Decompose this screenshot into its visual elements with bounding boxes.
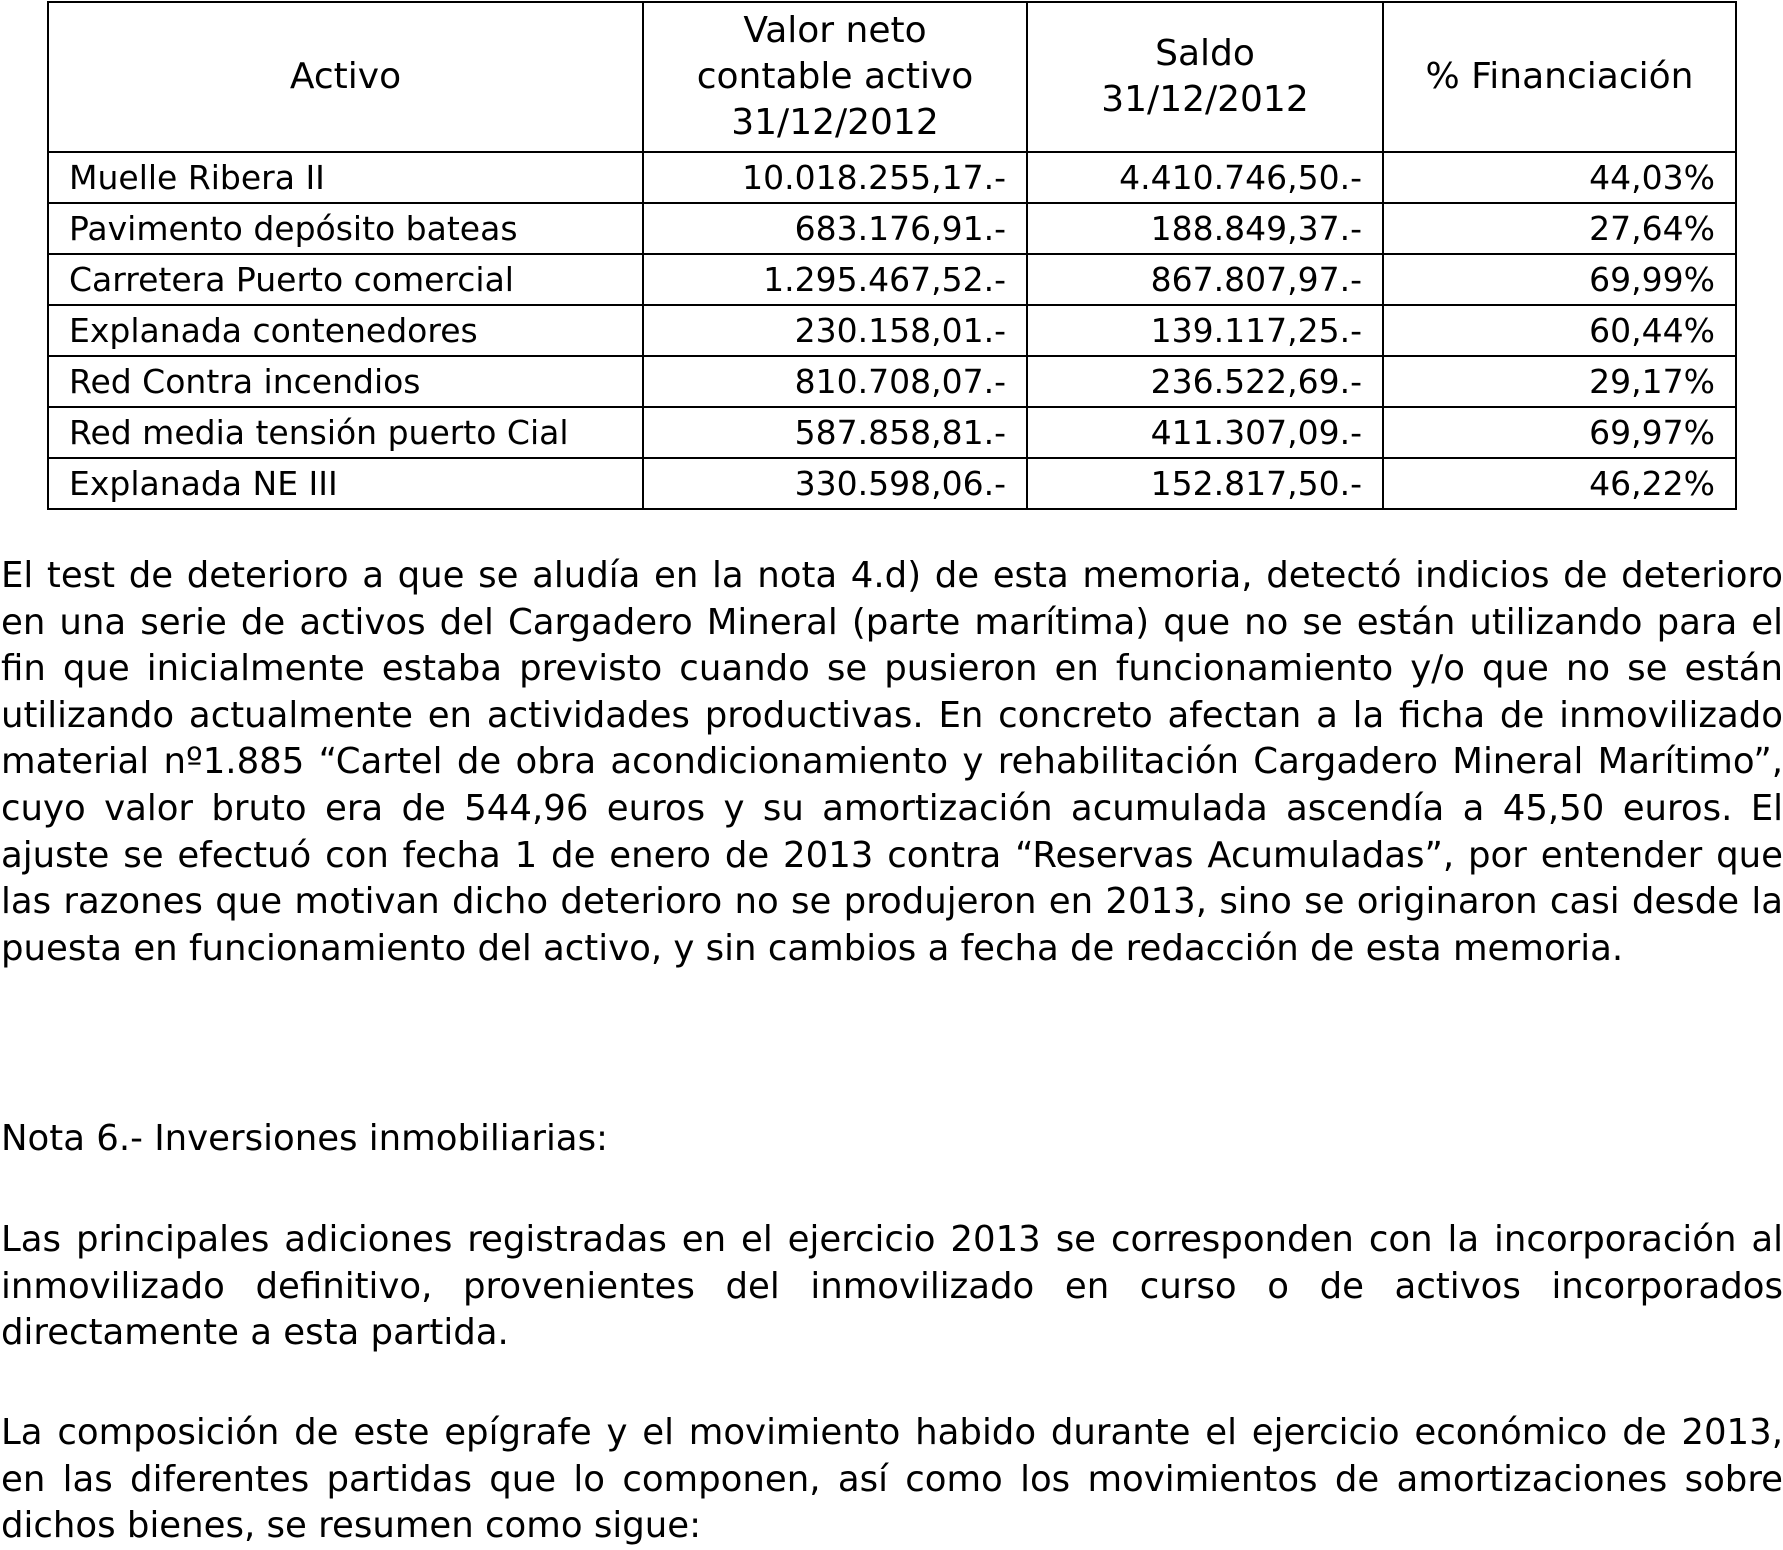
table-row [48,305,1736,356]
heading-nota-6: Nota 6.- Inversiones inmobiliarias: [1,1118,609,1159]
table-row [48,458,1736,509]
cell-saldo: 152.817,50.- [1027,458,1383,509]
cell-saldo: 139.117,25.- [1027,305,1383,356]
table-body [48,152,1736,509]
paragraph-adiciones: Las principales adiciones registradas en el ejercicio 2013 se corresponden con la incorporación al inmovilizado definitivo, provenientes del inmovilizado en curso o de activos incorporados directamente a esta partida. [1,1219,1783,1354]
cell-saldo: 188.849,37.- [1027,203,1383,254]
cell-financiacion: 60,44% [1383,305,1736,356]
cell-valor-neto: 330.598,06.- [643,458,1027,509]
cell-saldo: 411.307,09.- [1027,407,1383,458]
cell-activo: Pavimento depósito bateas [48,203,643,254]
cell-valor-neto: 1.295.467,52.- [643,254,1027,305]
cell-financiacion: 29,17% [1383,356,1736,407]
cell-activo: Muelle Ribera II [48,152,643,203]
cell-valor-neto: 230.158,01.- [643,305,1027,356]
header-valor-neto: Valor neto contable activo 31/12/2012 [643,2,1027,152]
header-activo: Activo [48,2,643,152]
cell-saldo: 236.522,69.- [1027,356,1383,407]
header-saldo: Saldo 31/12/2012 [1027,2,1383,152]
paragraph-deterioro: El test de deterioro a que se aludía en la nota 4.d) de esta memoria, detectó indicios de deterioro en una serie de activos del Cargadero Mineral (parte marítima) que no se están utilizando para el fin que inicialmente estaba previsto cuando se pusieron en funcionamiento y/o que no se están utilizando actualmente en actividades productivas. En concreto afectan a la ficha de inmovilizado material nº1.885 “Cartel de obra acondicionamiento y rehabilitación Cargadero Mineral Marítimo”, cuyo valor bruto era de 544,96 euros y su amortización acumulada ascendía a 45,50 euros. El ajuste se efectuó con fecha 1 de enero de 2013 contra “Reservas Acumuladas”, por entender que las razones que motivan dicho deterioro no se produjeron en 2013, sino se originaron casi desde la puesta en funcionamiento del activo, y sin cambios a fecha de redacción de esta memoria. [1,555,1783,969]
cell-activo: Explanada NE III [48,458,643,509]
cell-activo: Red Contra incendios [48,356,643,407]
cell-valor-neto: 683.176,91.- [643,203,1027,254]
cell-financiacion: 44,03% [1383,152,1736,203]
cell-valor-neto: 10.018.255,17.- [643,152,1027,203]
cell-financiacion: 27,64% [1383,203,1736,254]
table-row [48,152,1736,203]
cell-activo: Carretera Puerto comercial [48,254,643,305]
table-row [48,203,1736,254]
cell-activo: Explanada contenedores [48,305,643,356]
cell-valor-neto: 810.708,07.- [643,356,1027,407]
table-header-row [48,2,1736,152]
cell-financiacion: 69,97% [1383,407,1736,458]
header-financiacion: % Financiación [1383,2,1736,152]
assets-financing-table [47,1,1737,510]
table-row [48,254,1736,305]
cell-saldo: 867.807,97.- [1027,254,1383,305]
cell-financiacion: 46,22% [1383,458,1736,509]
table-row [48,407,1736,458]
cell-activo: Red media tensión puerto Cial [48,407,643,458]
table-row [48,356,1736,407]
paragraph-composicion: La composición de este epígrafe y el movimiento habido durante el ejercicio económico de 2013, en las diferentes partidas que lo componen, así como los movimientos de amortizaciones sobre dichos bienes, se resumen como sigue: [1,1412,1783,1547]
cell-financiacion: 69,99% [1383,254,1736,305]
cell-saldo: 4.410.746,50.- [1027,152,1383,203]
cell-valor-neto: 587.858,81.- [643,407,1027,458]
